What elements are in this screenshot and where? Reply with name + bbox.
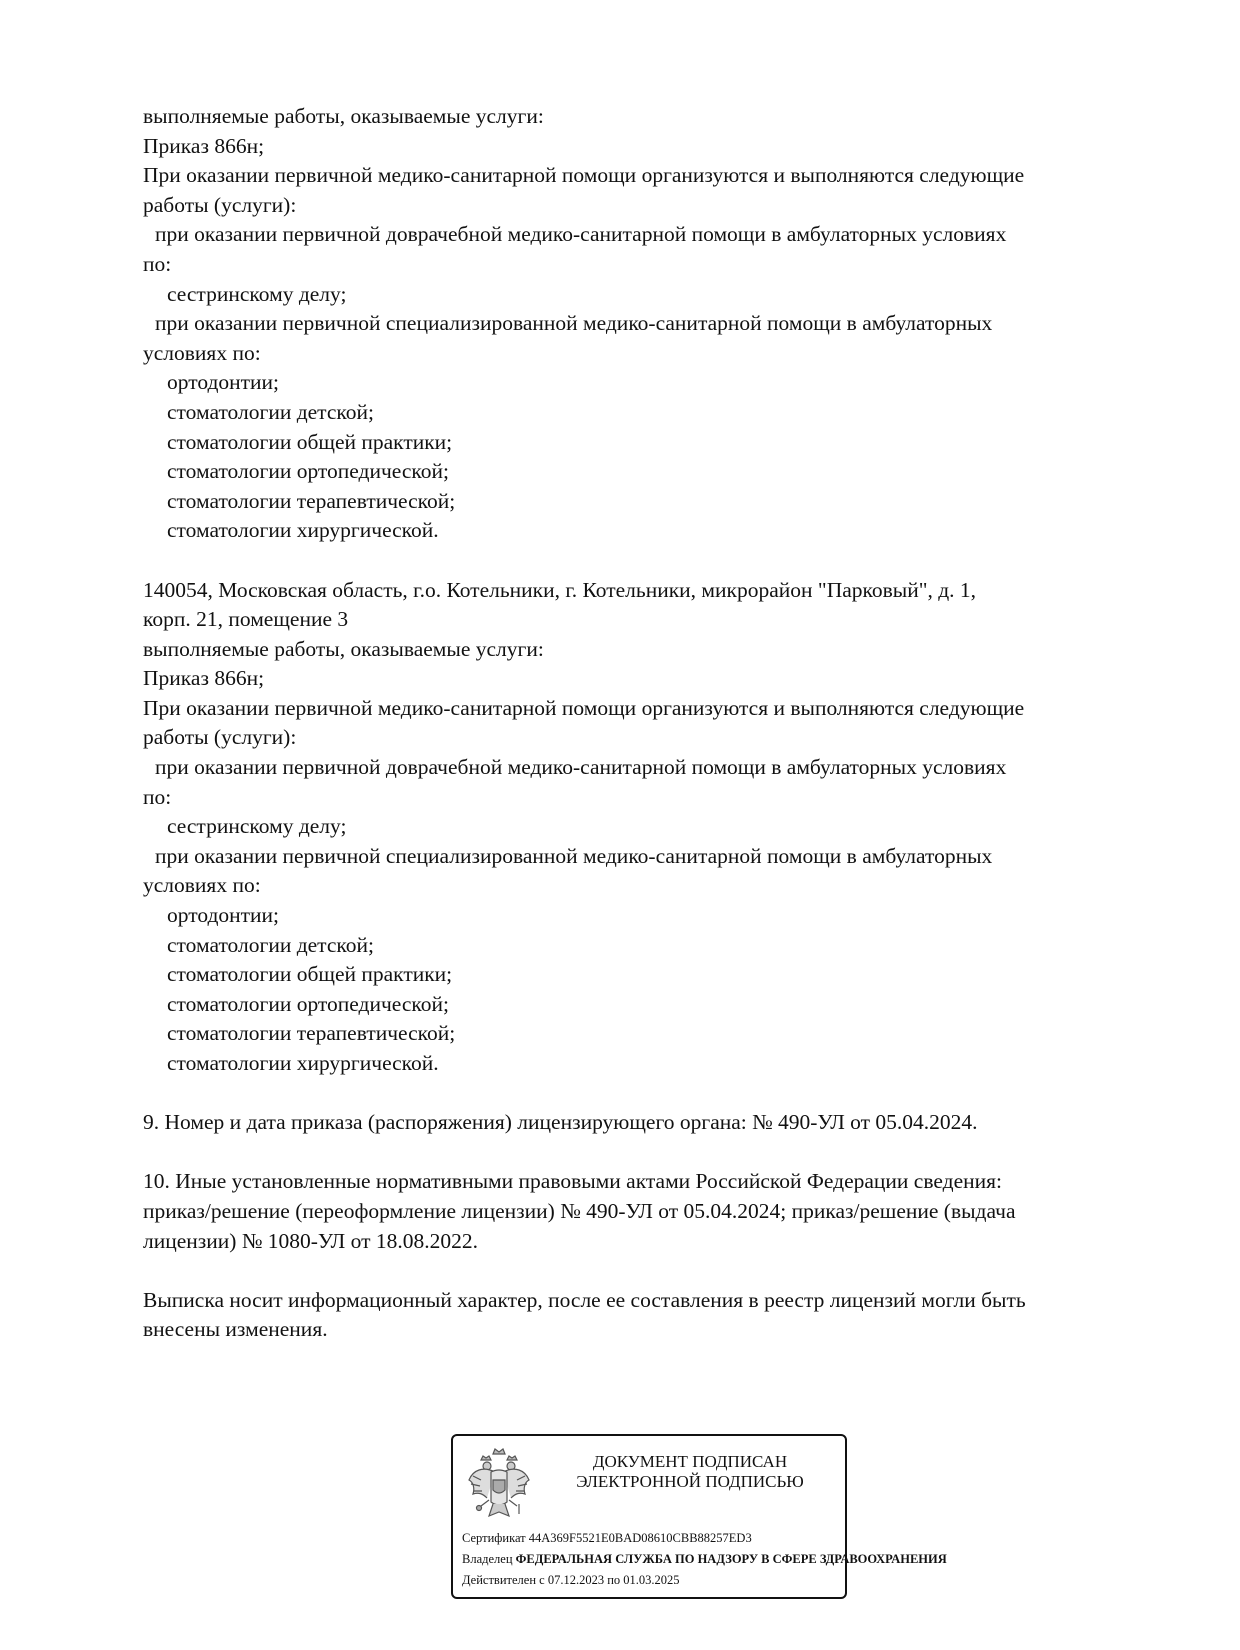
- certificate-row: [462, 1528, 862, 1549]
- services-heading: выполняемые работы, оказываемые услуги:: [143, 636, 544, 661]
- spacer: [143, 1256, 1153, 1286]
- services-heading: выполняемые работы, оказываемые услуги:: [143, 104, 544, 128]
- certificate-label: Сертификат: [462, 1531, 526, 1545]
- prevrach-care: при оказании первичной доврачебной медико-санитарной помощи в амбулаторных условиях: [155, 222, 1007, 247]
- service-item: стоматологии хирургической.: [167, 518, 439, 543]
- certificate-value: 44A369F5521E0BAD08610CBB88257ED3: [528, 1531, 752, 1545]
- service-item: стоматологии терапевтической;: [167, 1021, 456, 1046]
- electronic-signature-stamp: [451, 1434, 947, 1599]
- valid-to-date: 01.03.2025: [623, 1573, 680, 1587]
- other-info-line: приказ/решение (переоформление лицензии) № 490-УЛ от 05.04.2024; приказ/решение (выдача: [143, 1198, 1016, 1223]
- owner-value: ФЕДЕРАЛЬНАЯ СЛУЖБА ПО НАДЗОРУ В СФЕРЕ ЗДРАВООХРАНЕНИЯ: [515, 1552, 947, 1566]
- stamp-title-line: ДОКУМЕНТ ПОДПИСАН: [592, 1452, 788, 1471]
- other-info-line: лицензии) № 1080-УЛ от 18.08.2022.: [143, 1228, 478, 1253]
- service-item: сестринскому делу;: [167, 281, 347, 306]
- care-intro-cont: работы (услуги):: [143, 192, 297, 217]
- service-item: стоматологии общей практики;: [167, 429, 453, 454]
- owner-row: [462, 1549, 947, 1570]
- stamp-title: [545, 1452, 835, 1492]
- specialized-care-cont: условиях по:: [143, 340, 261, 365]
- prevrach-care-cont: по:: [143, 251, 172, 276]
- service-item: стоматологии детской;: [167, 932, 374, 957]
- spacer: [143, 1138, 1153, 1168]
- service-item: стоматологии детской;: [167, 399, 374, 424]
- other-info-line: 10. Иные установленные нормативными правовыми актами Российской Федерации сведения:: [143, 1169, 1002, 1194]
- russian-coat-of-arms-icon: [465, 1446, 533, 1526]
- valid-from-label: Действителен с: [462, 1573, 545, 1587]
- certificate-details: [462, 1528, 947, 1591]
- disclaimer-line: внесены изменения.: [143, 1317, 328, 1342]
- specialized-care: при оказании первичной специализированной медико-санитарной помощи в амбулаторных: [155, 311, 993, 336]
- disclaimer-line: Выписка носит информационный характер, после ее составления в реестр лицензий могли быть: [143, 1287, 1026, 1312]
- care-intro: При оказании первичной медико-санитарной помощи организуются и выполняются следующие: [143, 163, 1025, 188]
- service-item: стоматологии хирургической.: [167, 1051, 439, 1075]
- services-block-1: [143, 102, 1153, 546]
- other-info-section: [143, 1167, 1153, 1256]
- disclaimer: [143, 1286, 1153, 1345]
- validity-row: [462, 1570, 862, 1591]
- stamp-title-line: ЭЛЕКТРОННОЙ ПОДПИСЬЮ: [576, 1472, 804, 1491]
- service-item: ортодонтии;: [167, 903, 280, 928]
- valid-to-label: по: [607, 1573, 621, 1587]
- address-line-cont: корп. 21, помещение 3: [143, 607, 349, 632]
- care-intro-cont: работы (услуги):: [143, 725, 297, 750]
- document-body: [143, 102, 1153, 1345]
- order-ref: Приказ 866н;: [143, 133, 265, 158]
- specialized-care: при оказании первичной специализированной медико-санитарной помощи в амбулаторных: [155, 843, 993, 868]
- order-number-date: 9. Номер и дата приказа (распоряжения) лицензирующего органа: № 490-УЛ от 05.04.2024.: [143, 1110, 978, 1135]
- address-line: 140054, Московская область, г.о. Котельники, г. Котельники, микрорайон "Парковый", д. 1,: [143, 577, 977, 602]
- owner-label: Владелец: [462, 1552, 513, 1566]
- spacer: [143, 546, 1153, 576]
- care-intro: При оказании первичной медико-санитарной помощи организуются и выполняются следующие: [143, 695, 1025, 720]
- services-block-2: [143, 576, 1153, 1079]
- service-item: стоматологии терапевтической;: [167, 488, 456, 513]
- prevrach-care: при оказании первичной доврачебной медико-санитарной помощи в амбулаторных условиях: [155, 755, 1007, 780]
- service-item: стоматологии ортопедической;: [167, 991, 450, 1016]
- prevrach-care-cont: по:: [143, 784, 172, 809]
- order-ref: Приказ 866н;: [143, 666, 265, 691]
- specialized-care-cont: условиях по:: [143, 873, 261, 898]
- service-item: ортодонтии;: [167, 370, 280, 395]
- service-item: сестринскому делу;: [167, 814, 347, 839]
- service-item: стоматологии ортопедической;: [167, 459, 450, 484]
- service-item: стоматологии общей практики;: [167, 962, 453, 987]
- valid-from-date: 07.12.2023: [547, 1573, 605, 1587]
- spacer: [143, 1079, 1153, 1109]
